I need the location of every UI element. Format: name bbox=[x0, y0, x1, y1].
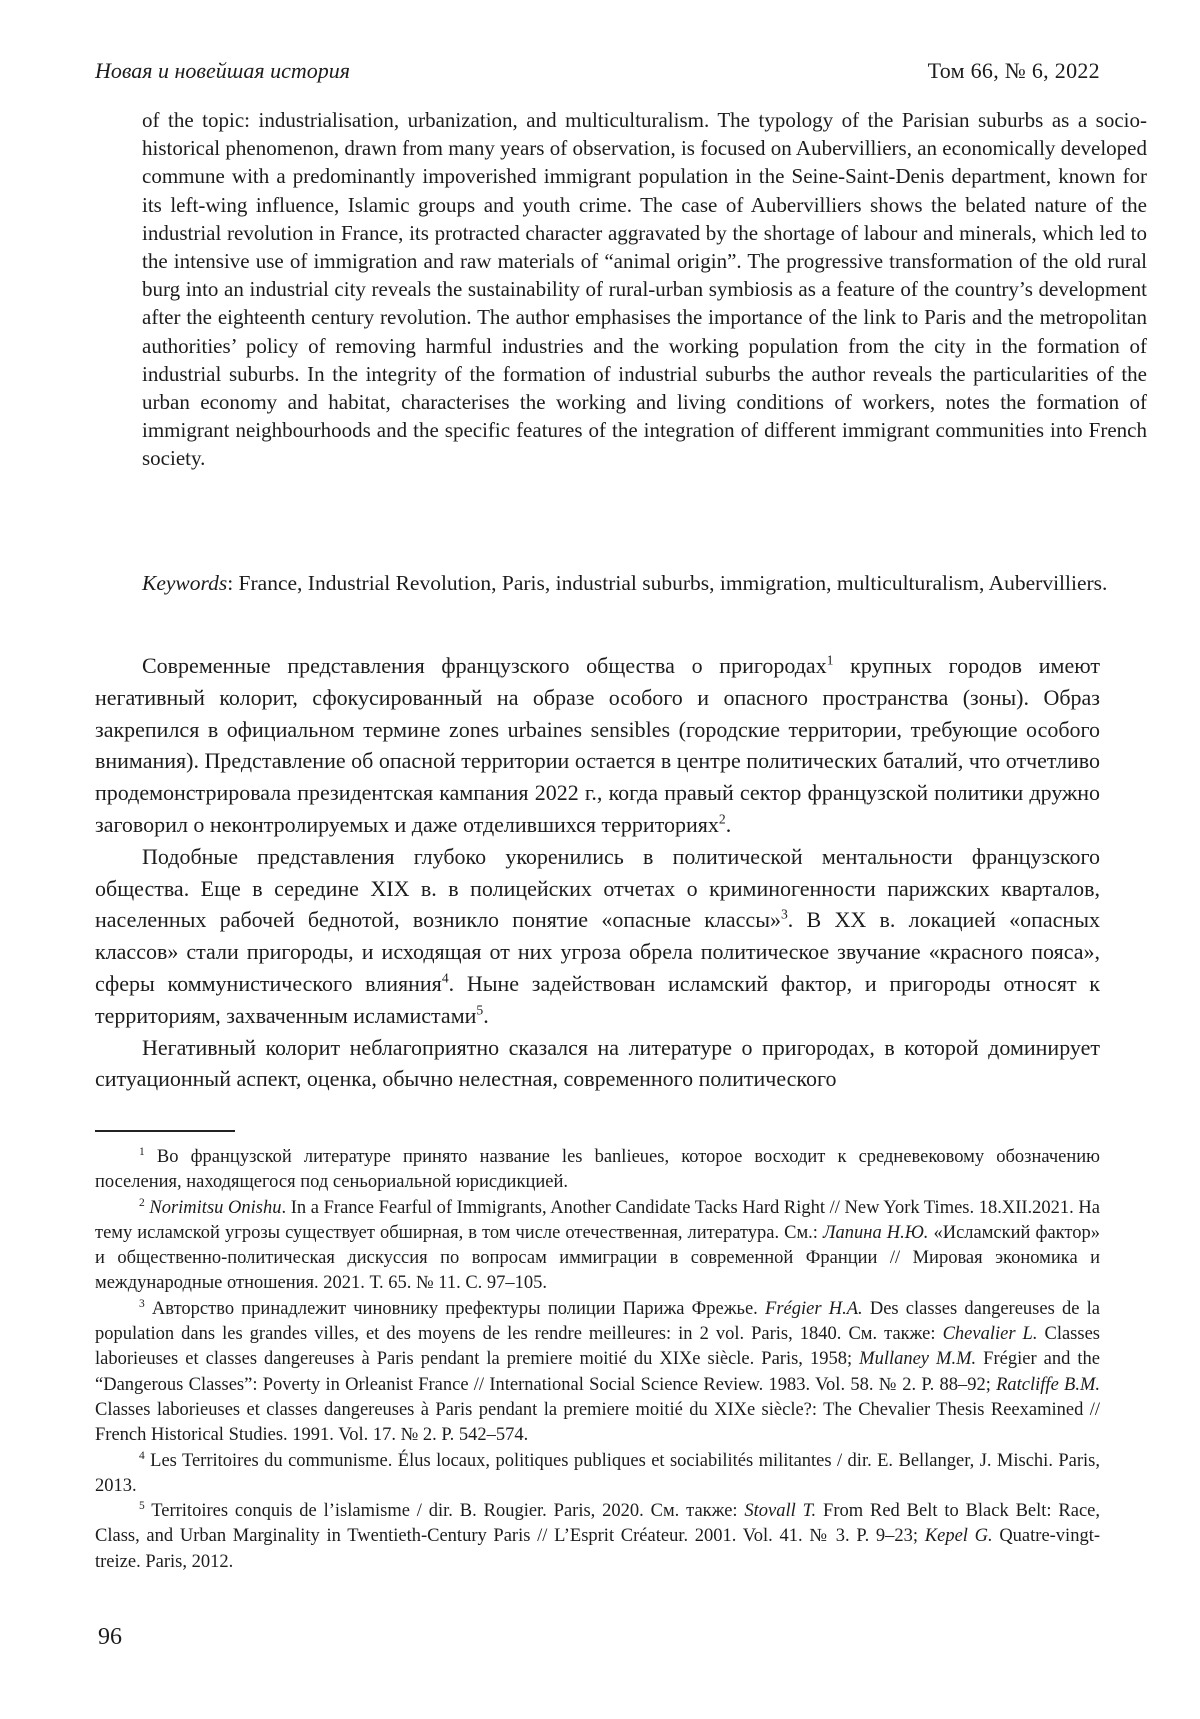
footnote-separator-rule bbox=[95, 1130, 235, 1132]
running-head bbox=[95, 58, 1100, 84]
issue-info: Том 66, № 6, 2022 bbox=[927, 58, 1100, 83]
footnote-5: $^5$ Territoires conquis de l’islamisme / dir. B. Rougier. Paris, 2020. См. также: Stovall T. From Red Belt to Black Belt: Race, Class, and Urban Marginality in Twentieth-Century Paris // L’Esprit Créateur. 2001. Vol. 41. № 3. P. 9–23; Kepel G. Quatre-vingt-treize. Paris, 2012. bbox=[95, 1500, 1101, 1572]
abstract-paragraph: of the topic: industrialisation, urbanization, and multiculturalism. The typology of the Parisian suburbs as a socio-historical phenomenon, drawn from many years of observation, is focused on Aubervilliers, an economically developed commune with a predominantly impoverished immigrant population in the Seine-Saint-Denis department, known for its left-wing influence, Islamic groups and youth crime. The case of Aubervilliers shows the belated nature of the industrial revolution in France, its protracted character aggravated by the shortage of labour and minerals, which led to the intensive use of immigration and raw materials of “animal origin”. The progressive transformation of the old rural burg into an industrial city reveals the sustainability of rural-urban symbiosis as a feature of the country’s development after the eighteenth century revolution. The author emphasises the importance of the link to Paris and the metropolitan authorities’ policy of removing harmful industries and the working population from the city in the formation of industrial suburbs. In the integrity of the formation of industrial suburbs the author reveals the particularities of the urban economy and habitat, characterises the working and living conditions of workers, notes the formation of immigrant neighbourhoods and the specific features of the integration of different immigrant communities into French society. bbox=[142, 108, 1147, 471]
footnote-3: $^3$ Авторство принадлежит чиновнику префектуры полиции Парижа Фрежье. Frégier H.A. Des classes dangereuses de la population dans les grandes villes, et des moyens de les rendre meilleures: in 2 vol. Paris, 1840. См. также: Chevalier L. Classes laborieuses et classes dangereuses à Paris pendant la premiere moitié du XIXe siècle. Paris, 1958; Mullaney M.M. Frégier and the “Dangerous Classes”: Poverty in Orleanist France // International Social Science Review. 1983. Vol. 58. № 2. P. 88–92; Ratcliffe B.M. Classes laborieuses et classes dangereuses à Paris pendant la premiere moitié du XIXe siècle?: The Chevalier Thesis Reexamined // French Historical Studies. 1991. Vol. 17. № 2. P. 542–574. bbox=[95, 1297, 1100, 1446]
footnote-2: $^2$ Norimitsu Onishu. In a France Fearful of Immigrants, Another Candidate Tacks Hard Right // New York Times. 18.XII.2021. На тему исламской угрозы существует обширная, в том числе отечественная, литература. См.: Лапина Н.Ю. «Исламский фактор» и общественно-политическая дискуссия по вопросам иммиграции в современной Франции // Мировая экономика и международные отношения. 2021. Т. 65. № 11. С. 97–105. bbox=[95, 1196, 1101, 1294]
footnote-1: $^1$ Во французской литературе принято название les banlieues, которое восходит к средневековому обозначению поселения, находящегося под сеньориальной юрисдикцией. bbox=[95, 1145, 1100, 1193]
keywords-line: Keywords: France, Industrial Revolution, Paris, industrial suburbs, immigration, multiculturalism, Aubervilliers. bbox=[142, 571, 1108, 595]
article-body bbox=[95, 650, 1100, 1095]
body-paragraph: Негативный колорит неблагоприятно сказался на литературе о пригородах, в которой доминирует ситуационный аспект, оценка, обычно нелестная, современного политического bbox=[95, 1034, 1100, 1092]
footnote-4: $^4$ Les Territoires du communisme. Élus locaux, politiques publiques et sociabilités militantes / dir. E. Bellanger, J. Mischi. Paris, 2013. bbox=[95, 1449, 1100, 1496]
footnote-block bbox=[95, 1130, 1100, 1575]
body-paragraph: Подобные представления глубоко укоренились в политической ментальности французского общества. Еще в середине XIX в. в полицейских отчетах о криминогенности парижских кварталов, населенных рабочей беднотой, возникло понятие «опасные классы»$^3$. В XX в. локацией «опасных классов» стали пригороды, и исходящая от них угроза обрела политическое звучание «красного пояса», сферы коммунистического влияния$^4$. Ныне задействован исламский фактор, и пригороды относят к территориям, захваченным исламистами$^5$. bbox=[95, 843, 1100, 1028]
body-paragraph: Современные представления французского общества о пригородах$^1$ крупных городов имеют негативный колорит, сфокусированный на образе особого и опасного пространства (зоны). Образ закрепился в официальном термине zones urbaines sensibles (городские территории, требующие особого внимания). Представление об опасной территории остается в центре политических баталий, что отчетливо продемонстрировала президентская кампания 2022 г., когда правый сектор французской политики дружно заговорил о неконтролируемых и даже отделившихся территориях$^2$. bbox=[95, 652, 1100, 837]
footnotes bbox=[95, 1145, 1100, 1575]
journal-title: Новая и новейшая история bbox=[95, 58, 350, 83]
page-number: 96 bbox=[98, 1624, 122, 1650]
